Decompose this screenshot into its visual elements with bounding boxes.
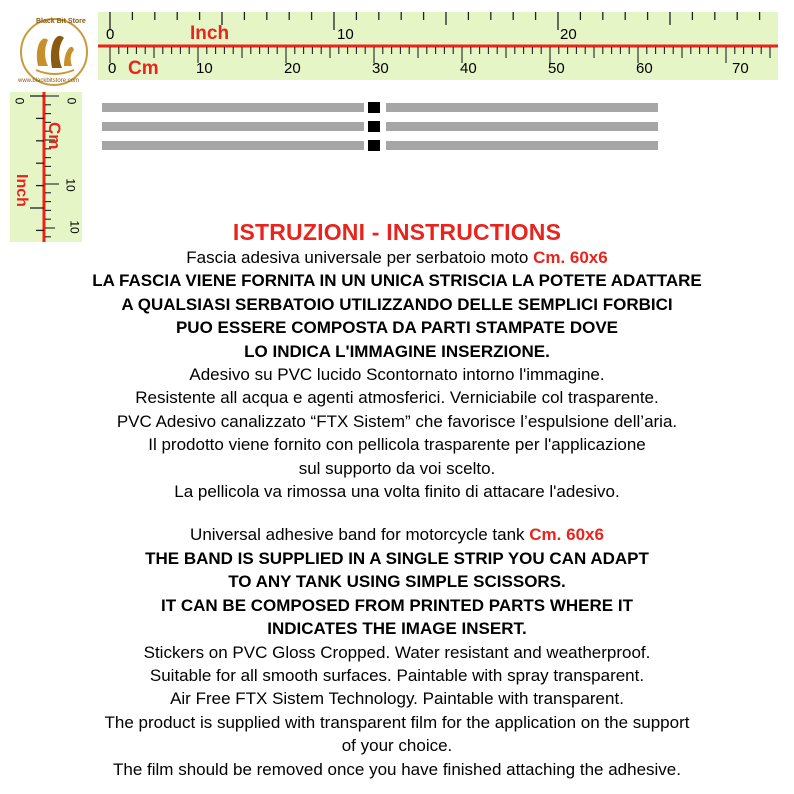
it-line: Adesivo su PVC lucido Scontornato intorno l'immagine. <box>189 365 605 385</box>
strip-left-1 <box>102 103 364 112</box>
inch-label: Inch <box>190 23 230 44</box>
it-line: La pellicola va rimossa una volta finito di attacare l'adesivo. <box>174 482 620 502</box>
it-line: A QUALSIASI SERBATOIO UTILIZZANDO DELLE SEMPLICI FORBICI <box>121 294 673 314</box>
instructions-heading: ISTRUZIONI - INSTRUCTIONS <box>232 219 562 245</box>
it-line: sul supporto da voi scelto. <box>298 458 496 478</box>
vertical-inch-number-0: 0 <box>12 97 27 105</box>
it-line: Resistente all acqua e agenti atmosferici. Verniciabile col trasparente. <box>135 388 659 408</box>
vertical-inch-number-10: 10 <box>67 220 82 234</box>
strip-preview <box>102 100 658 156</box>
en-line: TO ANY TANK USING SIMPLE SCISSORS. <box>228 572 566 592</box>
strip-right-2 <box>386 122 658 131</box>
vertical-inch-label: Inch <box>13 174 30 207</box>
logo-url: www.blackbitstore.com <box>18 78 80 84</box>
en-line: INDICATES THE IMAGE INSERT. <box>267 619 527 639</box>
en-line: IT CAN BE COMPOSED FROM PRINTED PARTS WHERE IT <box>161 595 633 615</box>
horizontal-ruler <box>98 12 778 80</box>
it-line: LA FASCIA VIENE FORNITA IN UN UNICA STRISCIA LA POTETE ADATTARE <box>92 271 702 291</box>
brand-logo <box>14 16 94 88</box>
cm-label: Cm <box>128 58 159 79</box>
vertical-cm-number-10: 10 <box>63 178 78 192</box>
logo-text: Black Bit Store <box>36 18 86 25</box>
instructions <box>0 218 794 781</box>
it-line: PVC Adesivo canalizzato “FTX Sistem” che favorisce l’espulsione dell’aria. <box>116 411 678 431</box>
cm-number-20: 20 <box>284 60 301 77</box>
en-line: The product is supplied with transparent film for the application on the support <box>104 712 690 732</box>
it-line: PUO ESSERE COMPOSTA DA PARTI STAMPATE DOVE <box>175 318 619 338</box>
inch-number-0: 0 <box>106 26 115 43</box>
en-intro-line <box>0 523 794 546</box>
strip-left-2 <box>102 122 364 131</box>
cm-number-70: 70 <box>732 60 749 77</box>
en-line: Stickers on PVC Gloss Cropped. Water resistant and weatherproof. <box>143 642 651 662</box>
strip-left-3 <box>102 141 364 150</box>
strip-right-3 <box>386 141 658 150</box>
cm-number-60: 60 <box>636 60 653 77</box>
strip-right-1 <box>386 103 658 112</box>
en-line: of your choice. <box>341 736 453 756</box>
it-intro-line <box>0 246 794 269</box>
strip-separator-3 <box>368 140 380 151</box>
it-line: LO INDICA L'IMMAGINE INSERZIONE. <box>244 341 550 361</box>
strip-separator-1 <box>368 102 380 113</box>
en-intro: Universal adhesive band for motorcycle tank <box>190 525 530 545</box>
cm-number-0: 0 <box>108 60 117 77</box>
inch-number-10: 10 <box>337 26 354 43</box>
en-size: Cm. 60x6 <box>529 525 604 545</box>
cm-number-10: 10 <box>196 60 213 77</box>
strip-separator-2 <box>368 121 380 132</box>
vertical-cm-number-0: 0 <box>64 97 79 105</box>
inch-number-20: 20 <box>560 26 577 43</box>
en-line: Suitable for all smooth surfaces. Paintable with spray transparent. <box>149 665 645 685</box>
it-size: Cm. 60x6 <box>533 248 608 267</box>
it-line: Il prodotto viene fornito con pellicola trasparente per l'applicazione <box>148 435 646 455</box>
vertical-cm-label: Cm <box>45 122 64 150</box>
it-intro: Fascia adesiva universale per serbatoio moto <box>186 248 534 267</box>
cm-number-30: 30 <box>372 60 389 77</box>
en-line: THE BAND IS SUPPLIED IN A SINGLE STRIP YOU CAN ADAPT <box>145 548 649 568</box>
cm-number-50: 50 <box>548 60 565 77</box>
en-line: Air Free FTX Sistem Technology. Paintable with transparent. <box>170 689 624 709</box>
cm-number-40: 40 <box>460 60 477 77</box>
section-gap <box>0 503 794 523</box>
en-line: The film should be removed once you have finished attaching the adhesive. <box>113 759 681 779</box>
